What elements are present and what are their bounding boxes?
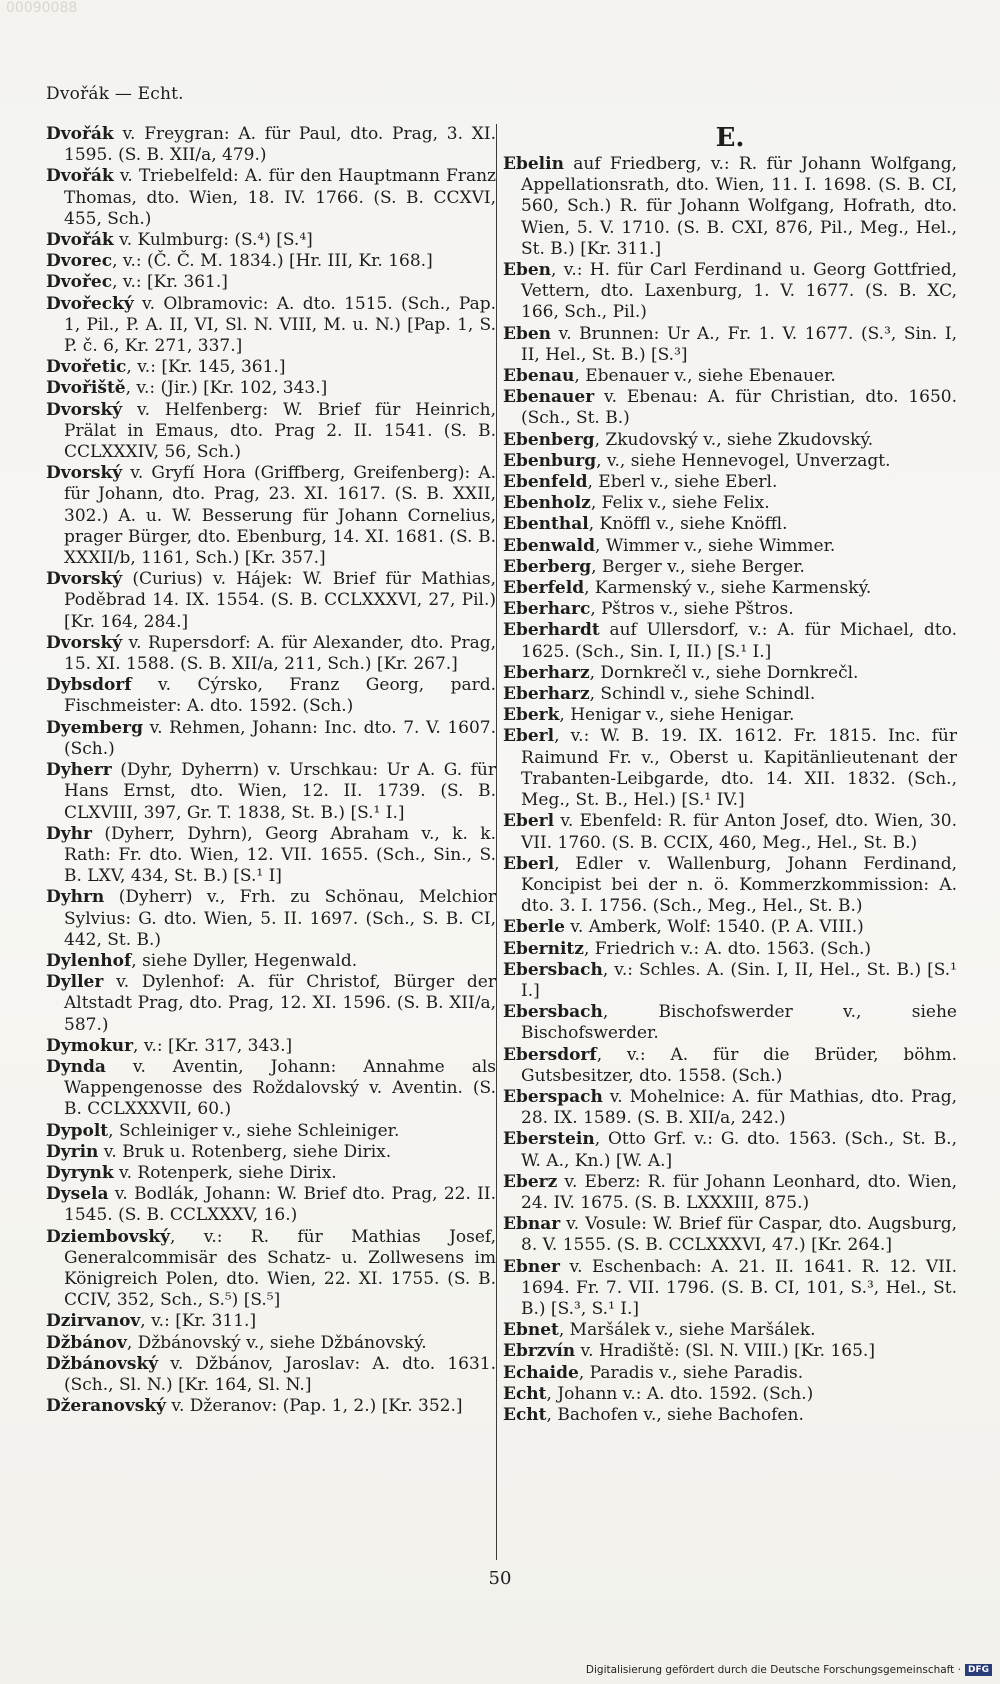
entry-text: (Dyherr, Dyhrn), Georg Abraham v., k. k. Rath: Fr. dto. Wien, 12. VII. 1655. (Sch., Sin., S. B. LXV, 434, St. B.) [S.¹ I] (64, 823, 496, 887)
entry-headword: Dyhr (46, 823, 92, 844)
entry-headword: Eberspach (503, 1086, 603, 1107)
register-entry (46, 272, 496, 293)
entry-headword: Dvořák (46, 230, 114, 251)
register-entry (46, 1121, 496, 1142)
entry-text: v. Bodlák, Johann: W. Brief dto. Prag, 22. II. 1545. (S. B. CCLXXXV, 16.) (64, 1184, 496, 1226)
entry-text: , Zkudovský v., siehe Zkudovský. (594, 429, 874, 450)
entry-headword: Ebernitz (503, 938, 584, 959)
entry-headword: Eberharz (503, 662, 590, 683)
entry-headword: Ebenthal (503, 514, 589, 535)
entry-text: , Edler v. Wallenburg, Johann Ferdinand, Koncipist bei der n. ö. Kommerzkommission: A. dto. 3. I. 1756. (Sch., Meg., Hel., St. B.) (521, 853, 957, 917)
entry-headword: Dvořetic (46, 357, 127, 378)
entry-headword: Dzirvanov (46, 1311, 141, 1332)
entry-text: v. Eberz: R. für Johann Leonhard, dto. Wien, 24. IV. 1675. (S. B. LXXXIII, 875.) (521, 1171, 957, 1213)
register-entry (503, 260, 957, 324)
entry-text: , v.: Schles. A. (Sin. I, II, Hel., St. B.) [S.¹ I.] (521, 959, 957, 1001)
entry-headword: Eberstein (503, 1129, 595, 1150)
section-letter: E. (715, 123, 745, 153)
entry-text: , Schleiniger v., siehe Schleiniger. (108, 1120, 400, 1141)
credit-text: Digitalisierung gefördert durch die Deutsche Forschungsgemeinschaft · (585, 1664, 961, 1676)
register-entry (46, 1311, 496, 1332)
entry-text: v. Aventin, Johann: Annahme als Wappengenosse des Roždalovský v. Aventin. (S. B. CCLXXXVII, 60.) (64, 1056, 496, 1120)
register-entry (46, 1396, 496, 1417)
register-entry (503, 324, 957, 366)
entry-headword: Eberl (503, 726, 555, 747)
register-entry (503, 514, 957, 535)
entry-headword: Dvořec (46, 272, 113, 293)
entry-text: v. Rotenperk, siehe Dirix. (113, 1162, 337, 1183)
entry-headword: Eberle (503, 917, 565, 938)
dfg-logo: DFG (965, 1664, 992, 1676)
register-entry (503, 620, 957, 662)
entry-headword: Dymokur (46, 1035, 134, 1056)
register-entry (46, 230, 496, 251)
register-entry (503, 726, 957, 811)
entry-text: , Paradis v., siehe Paradis. (578, 1362, 804, 1383)
entry-text: , Karmenský v., siehe Karmenský. (584, 578, 872, 599)
entry-headword: Echt (503, 1404, 547, 1425)
entry-headword: Dvorec (46, 251, 113, 272)
entry-headword: Dvorský (46, 399, 123, 420)
register-entry (503, 684, 957, 705)
entry-text: v. Dylenhof: A. für Christof, Bürger der Altstadt Prag, dto. Prag, 12. XI. 1596. (S. B. XII/a, 587.) (64, 972, 496, 1035)
register-entry (503, 1087, 957, 1129)
entry-text: , Otto Grf. v.: G. dto. 1563. (Sch., St. B., W. A., Kn.) [W. A.] (521, 1129, 957, 1171)
entry-headword: Dybsdorf (46, 675, 132, 696)
entry-text: , Knöffl v., siehe Knöffl. (588, 514, 788, 535)
register-entry (46, 1333, 496, 1354)
entry-text: v. Kulmburg: (S.⁴) [S.⁴] (113, 230, 313, 251)
register-entry (46, 675, 496, 717)
entry-text: , Bischofswerder v., siehe Bischofswerder. (521, 1002, 957, 1044)
entry-text: v. Helfenberg: W. Brief für Heinrich, Prälat in Emaus, dto. Prag 2. II. 1541. (S. B. CCLXXXIV, 56, Sch.) (64, 399, 496, 463)
entry-text: , Friedrich v.: A. dto. 1563. (Sch.) (583, 938, 872, 959)
entry-text: v. Gryfí Hora (Griffberg, Greifenberg): A. für Johann, dto. Prag, 23. XI. 1617. (S. B. XXII, 302.) A. u. W. Besserung für Johann Cornelius, prager Bürger, dto. Ebenburg, 14. XI. 1681. (S. B. XXXII/b, 1161, Sch.) [Kr. 357.] (64, 463, 496, 569)
register-entry (503, 811, 957, 853)
entry-text: , v.: [Kr. 361.] (112, 272, 228, 293)
entry-headword: Ebenburg (503, 450, 597, 471)
entry-text: , v.: R. für Mathias Josef, Generalcommisär des Schatz- u. Zollwesens im Königreich Polen, dto. Wien, 22. XI. 1755. (S. B. CCIV, 352, Sch., S.⁵) [S.⁵] (64, 1226, 496, 1311)
register-entry (503, 451, 957, 472)
entry-headword: Ebenau (503, 366, 575, 387)
entry-text: v. Brunnen: Ur A., Fr. 1. V. 1677. (S.³, Sin. I, II, Hel., St. B.) [S.³] (521, 323, 957, 365)
entry-text: , Eberl v., siehe Eberl. (587, 472, 778, 493)
entry-headword: Echaide (503, 1362, 579, 1383)
register-entry (46, 569, 496, 633)
entry-text: v. Cýrsko, Franz Georg, pard. Fischmeister: A. dto. 1592. (Sch.) (64, 675, 496, 717)
entry-text: v. Olbramovic: A. dto. 1515. (Sch., Pap. 1, Pil., P. A. II, VI, Sl. N. VIII, M. u. N.) [Pap. 1, S. P. č. 6, Kr. 271, 337.] (64, 293, 496, 357)
entry-headword: Ebrzvín (503, 1341, 576, 1362)
entry-text: , Schindl v., siehe Schindl. (589, 684, 816, 705)
register-entry (46, 633, 496, 675)
register-entry (503, 599, 957, 620)
entry-text: v. Mohelnice: A. für Mathias, dto. Prag, 28. IX. 1589. (S. B. XII/a, 242.) (521, 1086, 957, 1129)
entry-text: , Berger v., siehe Berger. (591, 556, 805, 577)
entry-text: , Dornkrečl v., siehe Dornkrečl. (589, 662, 859, 683)
entry-text: , v.: H. für Carl Ferdinand u. Georg Gottfried, Vettern, dto. Laxenburg, 1. V. 1677. (S. B. XC, 166, Sch., Pil.) (521, 260, 957, 323)
register-entry (503, 493, 957, 514)
entry-text: (Dyherr) v., Frh. zu Schönau, Melchior Sylvius: G. dto. Wien, 5. II. 1697. (Sch., S. B. CI, 442, St. B.) (64, 887, 496, 950)
entry-text: , v.: (Č. Č. M. 1834.) [Hr. III, Kr. 168.] (112, 251, 433, 272)
entry-text: , Bachofen v., siehe Bachofen. (546, 1404, 804, 1425)
entry-headword: Ebnet (503, 1320, 559, 1341)
register-entry (46, 166, 496, 230)
register-entry (46, 294, 496, 358)
right-column (503, 124, 957, 1426)
entry-headword: Eberl (503, 811, 555, 832)
entry-text: (Dyhr, Dyherrn) v. Urschkau: Ur A. G. für Hans Ernst, dto. Wien, 12. II. 1739. (S. B. CLXVIII, 397, Gr. T. 1838, St. B.) [S.¹ I.] (64, 760, 496, 823)
entry-headword: Dvořecký (46, 293, 134, 314)
running-header: Dvořák — Echt. (46, 84, 184, 104)
register-entry (503, 1341, 957, 1362)
entry-text: v. Triebelfeld: A. für den Hauptmann Franz Thomas, dto. Wien, 18. IV. 1766. (S. B. CCXVI, 455, Sch.) (64, 166, 496, 229)
entry-headword: Dyrynk (46, 1162, 114, 1183)
register-entry (46, 1184, 496, 1226)
register-entry (46, 1036, 496, 1057)
entry-text: v. Amberk, Wolf: 1540. (P. A. VIII.) (564, 917, 864, 938)
register-entry (503, 1129, 957, 1171)
entry-text: , Johann v.: A. dto. 1592. (Sch.) (546, 1383, 814, 1404)
entry-headword: Dvorský (46, 632, 123, 653)
entry-text: v. Džeranov: (Pap. 1, 2.) [Kr. 352.] (166, 1396, 463, 1417)
entry-headword: Dyrin (46, 1141, 99, 1162)
register-entry (46, 760, 496, 824)
register-entry (503, 917, 957, 938)
register-entry (503, 578, 957, 599)
register-entry (503, 960, 957, 1002)
register-entry (503, 472, 957, 493)
register-entry (46, 1163, 496, 1184)
entry-headword: Ebelin (503, 154, 564, 174)
entry-headword: Dyller (46, 972, 104, 993)
entry-text: , v.: A. für die Brüder, böhm. Gutsbesitzer, dto. 1558. (Sch.) (521, 1044, 957, 1086)
entry-text: v. Džbánov, Jaroslav: A. dto. 1631. (Sch., Sl. N.) [Kr. 164, Sl. N.] (64, 1353, 496, 1395)
register-entry (46, 378, 496, 399)
entry-headword: Eberfeld (503, 578, 585, 599)
entry-text: (Curius) v. Hájek: W. Brief für Mathias, Poděbrad 14. IX. 1554. (S. B. CCLXXXVI, 27, Pil.) [Kr. 164, 284.] (64, 569, 496, 632)
entry-headword: Ebenholz (503, 493, 591, 514)
entry-headword: Ebenauer (503, 387, 595, 408)
register-entry (46, 972, 496, 1036)
register-entry (503, 1172, 957, 1214)
register-entry (46, 1142, 496, 1163)
entry-headword: Ebersdorf (503, 1044, 597, 1065)
register-entry (503, 154, 957, 260)
register-entry (46, 887, 496, 951)
register-entry (503, 536, 957, 557)
entry-text: , Džbánovský v., siehe Džbánovský. (126, 1332, 427, 1353)
register-entry (503, 430, 957, 451)
register-entry (503, 705, 957, 726)
register-entry (46, 1057, 496, 1121)
register-entry (503, 1363, 957, 1384)
register-entry (46, 718, 496, 760)
entry-headword: Eben (503, 323, 552, 344)
entry-headword: Dynda (46, 1056, 106, 1077)
entry-headword: Dvořiště (46, 378, 126, 399)
entry-headword: Dyhrn (46, 887, 105, 908)
register-entry (503, 1045, 957, 1087)
entry-text: , v.: [Kr. 311.] (140, 1311, 257, 1332)
register-entry (503, 939, 957, 960)
entry-headword: Ebner (503, 1256, 560, 1277)
register-entry (503, 557, 957, 578)
entry-text: v. Eschenbach: A. 21. II. 1641. R. 12. VII. 1694. Fr. 7. VII. 1796. (S. B. CI, 101, S.³, Hel., St. B.) [S.³, S.¹ I.] (521, 1256, 957, 1319)
entry-headword: Ebnar (503, 1214, 561, 1235)
entry-text: v. Vosule: W. Brief für Caspar, dto. Augsburg, 8. V. 1555. (S. B. CCLXXXVI, 47.) [Kr. 264.] (521, 1214, 957, 1256)
entry-text: v. Freygran: A. für Paul, dto. Prag, 3. XI. 1595. (S. B. XII/a, 479.) (64, 124, 496, 166)
scan-id-mark: 00090088 (6, 0, 78, 16)
entry-headword: Džeranovský (46, 1396, 166, 1417)
register-entry (46, 1354, 496, 1396)
entry-headword: Eberharc (503, 599, 591, 620)
entry-text: v. Bruk u. Rotenberg, siehe Dirix. (98, 1141, 392, 1162)
register-entry (503, 1384, 957, 1405)
entry-text: auf Friedberg, v.: R. für Johann Wolfgang, Appellationsrath, dto. Wien, 11. I. 1698. (S. B. CI, 560, Sch.) R. für Johann Wolfgang, Hofrath, dto. Wien, 5. V. 1710. (S. B. CXI, 876, Pil., Meg., Hel., St. B.) [Kr. 311.] (521, 154, 957, 259)
digitization-credit (586, 1664, 992, 1676)
entry-headword: Dvořák (46, 124, 114, 144)
register-entry (503, 1405, 957, 1426)
entry-headword: Eberl (503, 853, 555, 874)
entry-text: , v., siehe Hennevogel, Unverzagt. (596, 450, 891, 471)
entry-headword: Džbánovský (46, 1353, 159, 1374)
register-entry (503, 387, 957, 429)
register-entry (503, 854, 957, 918)
entry-headword: Ebersbach (503, 1002, 603, 1023)
page-number: 50 (488, 1568, 512, 1589)
entry-headword: Dypolt (46, 1120, 109, 1141)
entry-headword: Dysela (46, 1184, 109, 1205)
register-entry (46, 463, 496, 569)
register-entry (46, 824, 496, 888)
register-entry (46, 124, 496, 166)
entry-headword: Ebenwald (503, 535, 596, 556)
entry-headword: Eberharz (503, 684, 590, 705)
register-entry (46, 951, 496, 972)
entry-headword: Dyemberg (46, 717, 143, 738)
entry-text: , Ebenauer v., siehe Ebenauer. (574, 366, 836, 387)
entry-text: , Maršálek v., siehe Maršálek. (558, 1320, 816, 1341)
entry-headword: Ebenberg (503, 429, 595, 450)
entry-headword: Dylenhof (46, 950, 132, 971)
entry-headword: Eberhardt (503, 620, 600, 641)
entry-headword: Dvorský (46, 569, 123, 590)
register-entry (503, 663, 957, 684)
register-entry (46, 400, 496, 464)
entry-text: auf Ullersdorf, v.: A. für Michael, dto. 1625. (Sch., Sin. I, II.) [S.¹ I.] (521, 620, 957, 662)
entry-headword: Dvořák (46, 166, 114, 187)
entry-headword: Dziembovský (46, 1226, 170, 1247)
entry-headword: Dvorský (46, 463, 123, 484)
register-entry (503, 1320, 957, 1341)
entry-text: , v.: [Kr. 317, 343.] (133, 1035, 293, 1056)
register-entry (46, 357, 496, 378)
register-entry (46, 1227, 496, 1312)
entry-text: v. Ebenau: A. für Christian, dto. 1650. (Sch., St. B.) (521, 387, 957, 429)
entry-text: v. Rupersdorf: A. für Alexander, dto. Prag, 15. XI. 1588. (S. B. XII/a, 211, Sch.) [Kr. 267.] (64, 632, 496, 675)
register-entry (503, 1214, 957, 1256)
entry-text: , Felix v., siehe Felix. (590, 493, 770, 514)
entry-text: v. Ebenfeld: R. für Anton Josef, dto. Wien, 30. VII. 1760. (S. B. CCIX, 460, Meg., Hel., St. B.) (521, 811, 957, 853)
entry-headword: Eberk (503, 705, 560, 726)
register-entry (503, 1002, 957, 1044)
entry-headword: Ebenfeld (503, 472, 588, 493)
entry-headword: Dyherr (46, 760, 112, 781)
entry-text: , v.: (Jir.) [Kr. 102, 343.] (125, 378, 328, 399)
entry-headword: Ebersbach (503, 959, 603, 980)
entry-headword: Eberberg (503, 556, 592, 577)
register-entry (503, 366, 957, 387)
register-entry (46, 251, 496, 272)
entry-text: , Henigar v., siehe Henigar. (559, 705, 795, 726)
entry-headword: Echt (503, 1383, 547, 1404)
entry-headword: Eberz (503, 1171, 558, 1192)
entry-text: v. Rehmen, Johann: Inc. dto. 7. V. 1607. (Sch.) (64, 717, 496, 759)
column-divider (496, 124, 497, 1560)
register-entry (503, 1257, 957, 1321)
entry-headword: Eben (503, 260, 552, 281)
entry-text: , v.: W. B. 19. IX. 1612. Fr. 1815. Inc. für Raimund Fr. v., Oberst u. Kapitänlieutenant der Trabanten-Leibgarde, dto. 14. XII. 1832. (Sch., Meg., St. B., Hel.) [S.¹ IV.] (521, 726, 957, 811)
left-column (46, 124, 496, 1417)
entry-text: v. Hradiště: (Sl. N. VIII.) [Kr. 165.] (575, 1341, 875, 1362)
entry-text: , Wimmer v., siehe Wimmer. (595, 535, 836, 556)
entry-text: , siehe Dyller, Hegenwald. (131, 950, 358, 971)
entry-text: , Pštros v., siehe Pštros. (590, 599, 794, 620)
entry-text: , v.: [Kr. 145, 361.] (126, 357, 286, 378)
entry-headword: Džbánov (46, 1332, 127, 1353)
